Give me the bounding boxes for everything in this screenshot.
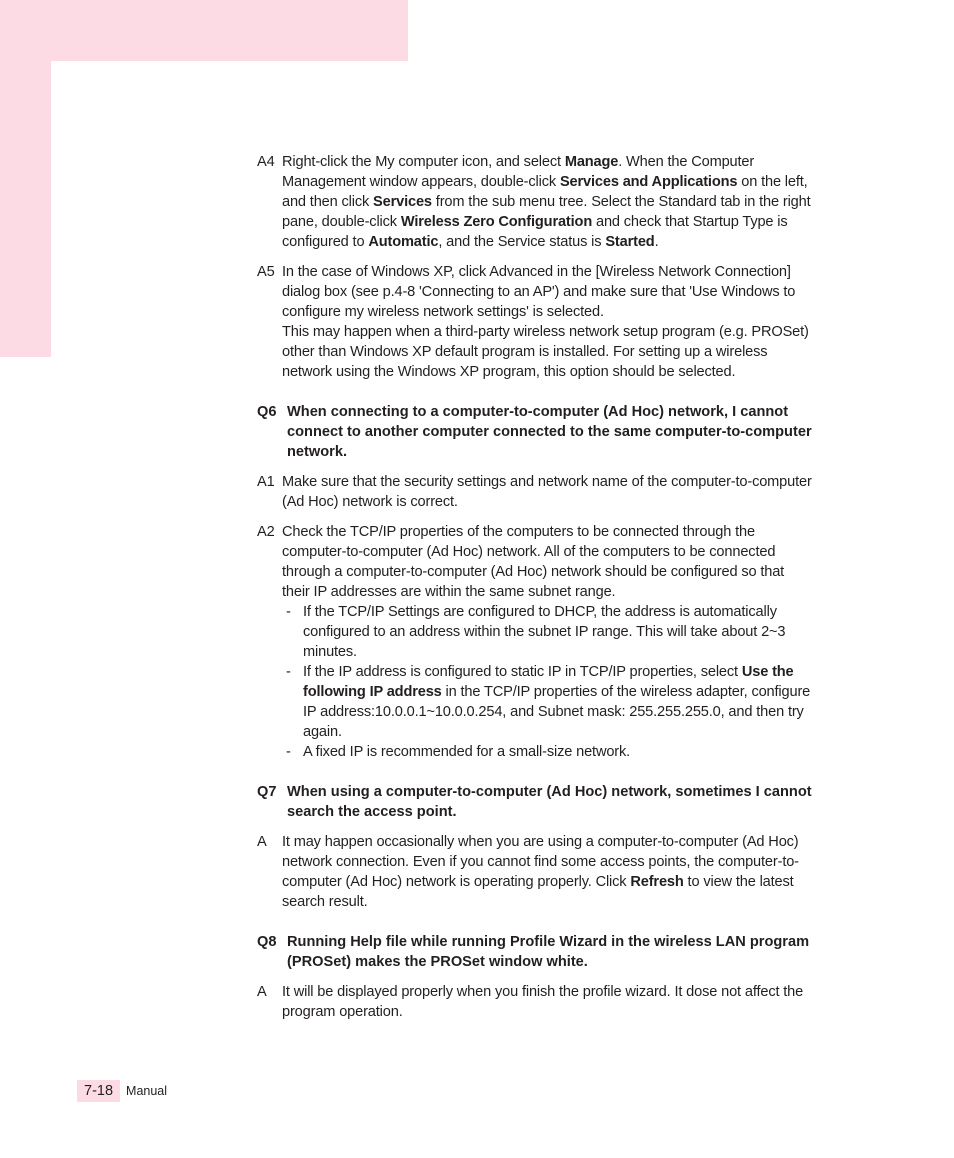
page-footer — [77, 1080, 167, 1102]
bold-term-automatic: Automatic — [368, 234, 439, 250]
bold-term-services: Services — [373, 194, 432, 210]
bullet-marker: - — [286, 744, 291, 760]
answer-label: A — [257, 834, 267, 850]
question-text: Running Help file while running Profile Wizard in the wireless LAN program (PROSet) makes the PROSet window white. — [287, 934, 810, 970]
answer-text: Make sure that the security settings and network name of the computer-to-computer (Ad Hoc) network is correct. — [282, 474, 812, 510]
bold-term-wireless-zero-configuration: Wireless Zero Configuration — [400, 214, 593, 230]
answer-text: Check the TCP/IP properties of the computers to be connected through the computer-to-computer (Ad Hoc) network. All of the computers to be connected through a computer-to-computer (Ad Hoc) network should be configured so that their IP addresses are within the same subnet range. — [282, 524, 785, 600]
answer-q6-a1 — [257, 472, 815, 512]
list-item: - If the TCP/IP Settings are configured to DHCP, the address is automatically configured to an address within the subnet IP range. This will take about 2~3 minutes. — [286, 604, 786, 660]
answer-text: It will be displayed properly when you finish the profile wizard. It dose not affect the program operation. — [282, 984, 804, 1020]
answer-label: A — [257, 984, 267, 1000]
pink-side-band — [0, 61, 51, 357]
bullet-marker: - — [286, 664, 291, 680]
answer-label: A5 — [257, 264, 275, 280]
question-text: When using a computer-to-computer (Ad Hoc) network, sometimes I cannot search the access point. — [287, 784, 812, 820]
answer-q7: A It may happen occasionally when you are using a computer-to-computer (Ad Hoc) network connection. Even if you cannot find some access points, the computer-to-computer (Ad Hoc) network is operating properly. Click Refresh to view the latest search result. — [257, 834, 799, 910]
manual-label: Manual — [126, 1084, 168, 1098]
bullet-marker: - — [286, 604, 291, 620]
bullet-list — [282, 602, 815, 762]
question-q7 — [257, 782, 815, 822]
question-q6 — [257, 402, 815, 462]
answer-q6-a2 — [257, 522, 815, 762]
bold-term-started: Started — [605, 234, 655, 250]
answer-a5 — [257, 262, 815, 382]
answer-q8 — [257, 982, 815, 1022]
bold-term-use-following-ip: Use the following IP address — [303, 664, 794, 700]
list-item: - If the IP address is configured to static IP in TCP/IP properties, select Use the following IP address in the TCP/IP properties of the wireless adapter, configure IP address:10.0.0.1~10.0.0.254, and Subnet mask: 255.255.255.0, and then try again. — [286, 664, 811, 740]
question-label: Q7 — [257, 784, 277, 800]
answer-label: A1 — [257, 474, 275, 490]
pink-header-band — [0, 0, 408, 61]
question-text: When connecting to a computer-to-computer (Ad Hoc) network, I cannot connect to another computer connected to the same computer-to-computer network. — [287, 404, 812, 460]
bold-term-refresh: Refresh — [630, 874, 684, 890]
page-number: 7-18 — [77, 1080, 120, 1102]
main-content — [257, 152, 815, 1022]
answer-label: A4 — [257, 154, 275, 170]
answer-a4: A4 Right-click the My computer icon, and select Manage. When the Computer Management window appears, double-click Services and Applications on the left, and then click Services from the sub menu tree. Select the Standard tab in the right pane, double-click Wireless Zero Configuration and check that Startup Type is configured to Automatic, and the Service status is Started. — [257, 154, 811, 250]
question-q8 — [257, 932, 815, 972]
question-label: Q6 — [257, 404, 277, 420]
answer-paragraph: In the case of Windows XP, click Advanced in the [Wireless Network Connection] dialog box (see p.4-8 'Connecting to an AP') and make sure that 'Use Windows to configure my wireless network settings' is selected. — [282, 264, 796, 320]
answer-paragraph: This may happen when a third-party wireless network setup program (e.g. PROSet) other than Windows XP default program is installed. For setting up a wireless network using the Windows XP program, this option should be selected. — [282, 324, 809, 380]
answer-label: A2 — [257, 524, 275, 540]
bold-term-services-and-applications: Services and Applications — [559, 174, 738, 190]
list-item: - A fixed IP is recommended for a small-size network. — [286, 744, 631, 760]
bold-term-manage: Manage — [564, 154, 619, 170]
question-label: Q8 — [257, 934, 277, 950]
